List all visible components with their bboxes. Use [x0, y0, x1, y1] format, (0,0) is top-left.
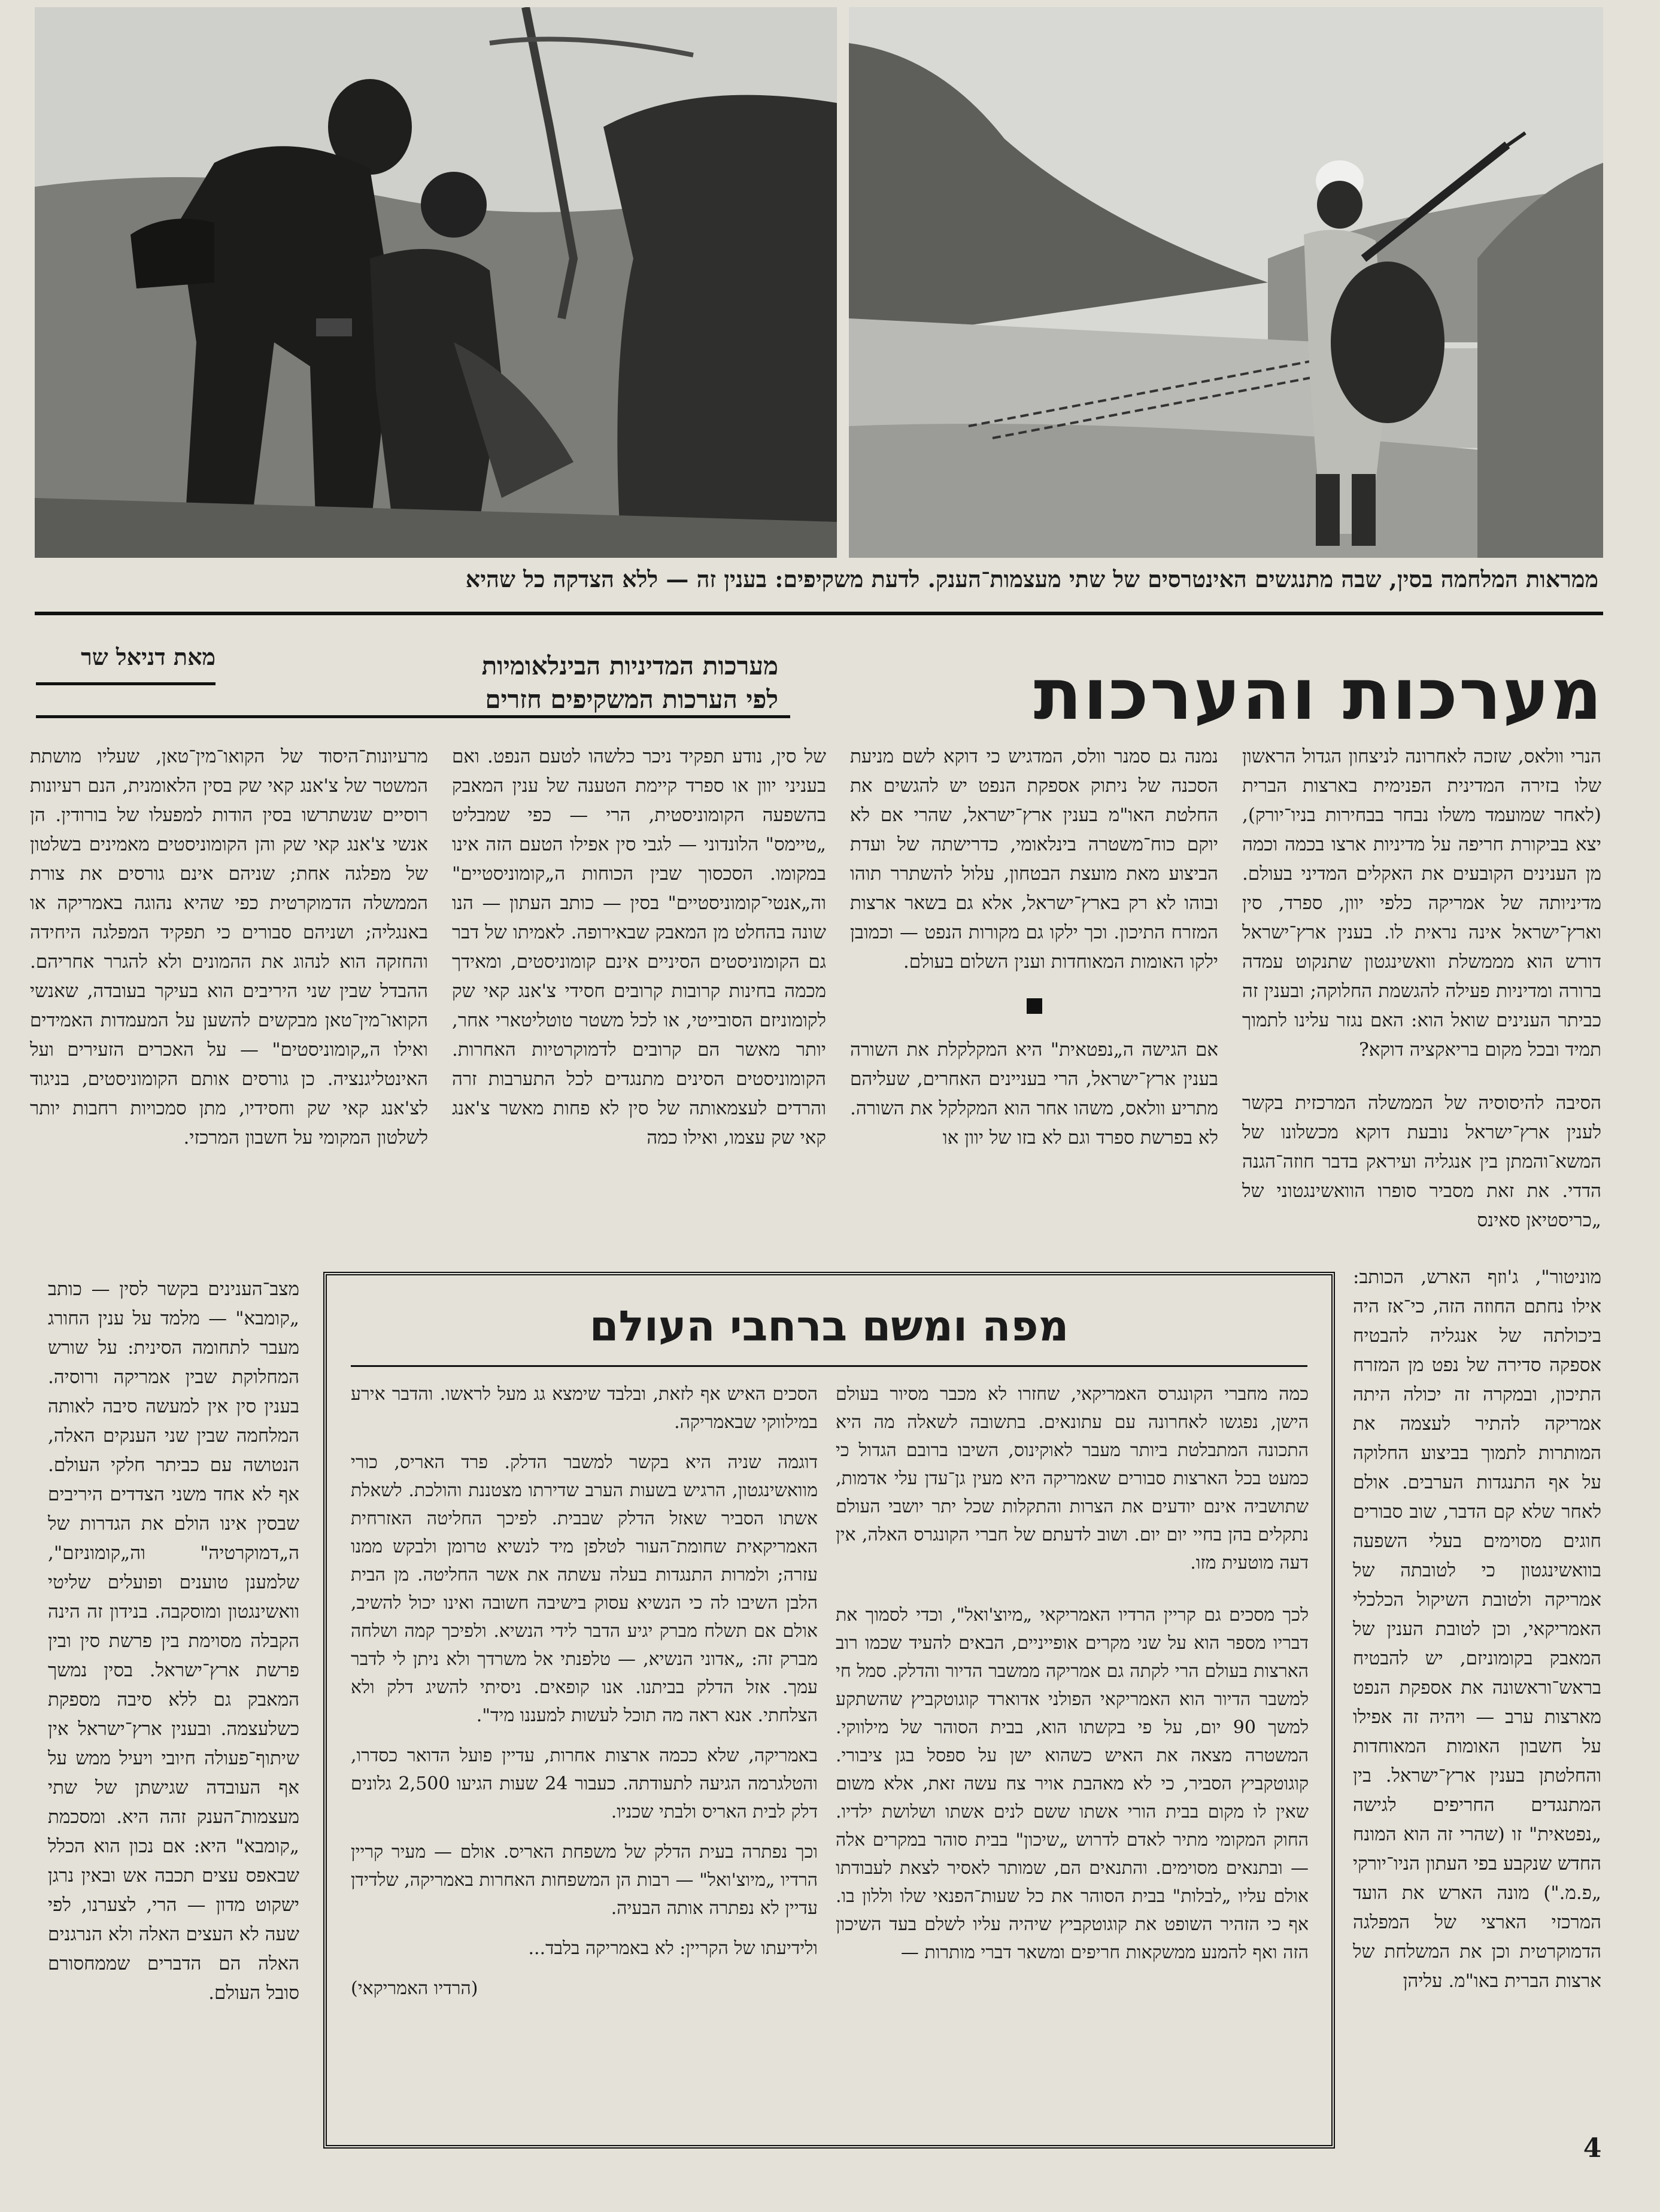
sidebar-left-paragraph-5: ולידיעתו של הקריין: לא באמריקה בלבד...: [528, 1938, 818, 1959]
article-column-4: [30, 742, 428, 1263]
subhead-rule: [36, 715, 790, 718]
column-1-paragraph-2: הסיבה להיסוסיה של הממשלה המרכזית בקשר לענין ארץ־ישראל נובעת דוקא מכשלונו של המשא־והמתן בין אנגליה ועיראק בדבר חוזה־הגנה הדדי. את זאת מסביר סופרו הוואשינגטוני של „כריסטיאן סאינס: [1242, 1092, 1601, 1231]
sidebar-credit: (הרדיו האמריקאי): [351, 1978, 478, 1999]
sidebar-left-paragraph-1: הסכים האיש אף לזאת, ובלבד שימצא גג מעל לראשו. והדבר אירע במילווקי שבאמריקה.: [351, 1384, 818, 1433]
sidebar-box-world-news: [323, 1272, 1335, 2149]
photo-caption: ממראות המלחמה בסין, שבה מתנגשים האינטרסים של שתי מעצמות־הענק. לדעת משקיפים: בענין זה — ללא הצדקה כל שהיא: [465, 566, 1598, 592]
column-1-continued-text: מוניטור", ג'וזף הארש, הכותב: אילו נחתם החוזה הזה, כי־אז היה ביכולתה של אנגליה להבטיח אספקה סדירה של נפט מן המזרח התיכון, ובמקרה זה יכולה היתה אמריקה להתיר לעצמה את המותרות לתמוך בביצוע החלוקה על אף התנגדות הערבים. אולם לאחר שלא קם הדבר, שוב סבורים חוגים מסוימים בעלי השפעה בוואשינגטון כי לטובתה של אמריקה ולטובת השיקול הכלכלי האמריקאי, וכן לטובת הענין של המאבק בקומוניזם, יש להבטיח בראש־וראשונה את אספקת הנפט מארצות ערב — ויהיה זה אפילו על חשבון האומות המאוחדות והחלטתן בענין ארץ־ישראל. בין המתנגדים החריפים לגישה „נפטאית" זו (שהרי זה הוא המונח החדש שנקבע בפי העתון הניו־יורקי „פ.מ.") מונה הארש את הועד המרכזי הארצי של המפלגה הדמוקרטית וכן את המשלחת של ארצות הברית באו"מ. עליהן: [1353, 1266, 1601, 1992]
section-divider-bullet: [1027, 998, 1042, 1014]
byline-rule: [36, 682, 216, 685]
article-column-1-continued: [1353, 1263, 1601, 2149]
article-byline: מאת דניאל שר: [81, 643, 216, 670]
article-subheadline: [359, 649, 778, 721]
column-4-text: מרעיונות־היסוד של הקואו־מין־טאן, שעליו מושתת המשטר של צ'אנג קאי שק בסין הלאומנית, הנם רעיונות רוסיים שנשתרשו בסין הודות למפעלו של בורודין. הן אנשי צ'אנג קאי שק והן הקומוניסטים מאמינים בשלטון של מפלגה אחת; שניהם אינם גורסים את צורת הממשלה הדמוקרטית כפי שהיא נהוגה באמריקה או באנגליה; ושניהם סבורים כי תפקיד המפלגה היחידה והחזקה הוא לנהוג את ההמונים ולא להגרר אחריהם. ההבדל שבין שני היריבים הוא בעיקר בעובדה, שאנשי הקואו־מין־טאן מבקשים להשען על המעמדות האמידים ואילו ה„קומוניסטים" — על האכרים הזעירים ועל האינטליגנציה. כן גורסים אותם הקומוניסטים, בניגוד לצ'אנג קאי שק וחסידיו, מתן סמכויות רחבות יותר לשלטון המקומי על חשבון המרכזי.: [30, 746, 428, 1148]
sidebar-box-right-column: [836, 1380, 1309, 2122]
sidebar-title-rule: [351, 1365, 1307, 1367]
column-2-paragraph-1: נמנה גם סמנר וולס, המדגיש כי דוקא לשם מניעת הסכנה של ניתוק אספקת הנפט יש להגשים את החלטת האו"מ בענין ארץ־ישראל, שהרי אם לא יוקם כוח־משטרה בינלאומי, כדרישתה של ועדת הביצוע מאת מועצת הבטחון, עלול להשתרר תוהו ובוהו לא רק בארץ־ישראל, אלא גם בשאר ארצות המזרח התיכון. וכך ילקו גם מקורות הנפט — וכמובן ילקו האומות המאוחדות וענין השלום בעולם.: [850, 746, 1218, 973]
sidebar-box-left-column: [351, 1380, 818, 2122]
sidebar-box-title: מפה ומשם ברחבי העולם: [589, 1302, 1069, 1351]
page-number: 4: [1583, 2133, 1602, 2164]
article-column-1: [1242, 742, 1601, 1263]
subheadline-line-2: לפי הערכות המשקיפים חזרים: [485, 685, 778, 714]
column-5-text: מצב־הענינים בקשר לסין — כותב „קומבא" — מלמד על ענין החורג מעבר לתחומה הסינית: על שורש המחלוקת שבין אמריקה ורוסיה. בענין סין אין למעשה סיבה לאותה המלחמה שבין שני הענקים האלה, הנטושה עם כביתר חלקי העולם. אף לא אחד משני הצדדים היריבים שבסין אינו הולם את הגדרות של ה„דמוקרטיה" וה„קומוניזם", שלמענן טוענים ופועלים שליטי וואשינגטון ומוסקבה. בנידון זה הינה הקבלה מסוימת בין פרשת סין ובין פרשת ארץ־ישראל. בסין נמשך המאבק גם ללא סיבה מספקת כשלעצמה. ובענין ארץ־ישראל אין שיתוף־פעולה חיובי ויעיל ממש על אף העובדה שגישתן של שתי מעצמות־הענק זהה היא. ומסכמת „קומבא" היא: אם נכון הוא הכלל שבאפס עצים תכבה אש ובאין נרגן ישקוט מדון — הרי, לצערנו, לפי שעה לא העצים האלה ולא הנרגנים האלה הם הדברים שממחסורם סובל העולם.: [48, 1278, 299, 2004]
column-3-text: של סין, נודע תפקיד ניכר כלשהו לטעם הנפט. ואם בעניני יוון או ספרד קיימת הטענה של ענין המאבק בהשפעה הקומוניסטית, הרי — כפי שמבליט „טיימס" הלונדוני — לגבי סין אפילו הטעם הזה אינו במקומו. הסכסוך שבין הכוחות ה„קומוניסטיים" וה„אנטי־קומוניסטיים" בסין — כותב העתון — הנו שונה בהחלט מן המאבק שבאירופה. לאמיתו של דבר גם הקומוניסטים הסיניים אינם קומוניסטים, ומאידך מכמה בחינות קרובות קרובים חסידי צ'אנג קאי שק לקומוניזם הסובייטי, או לכל משטר טוטליטארי אחר, יותר מאשר הם קרובים לדמוקרטיות האחרות. הקומוניסטים הסינים מתנגדים לכל התערבות זרה והרדים לעצמאותה של סין לא פחות מאשר צ'אנג קאי שק עצמו, ואילו כמה: [452, 746, 826, 1148]
column-2-paragraph-2: אם הגישה ה„נפטאית" היא המקלקלת את השורה בענין ארץ־ישראל, הרי בעניינים האחרים, שעליהם מתריע וולאס, משהו אחר הוא המקלקל את השורה. לא בפרשת ספרד וגם לא בזו של יוון או: [850, 1039, 1218, 1148]
sidebar-right-paragraph-1: כמה מחברי הקונגרס האמריקאי, שחזרו לא מכבר מסיור בעולם הישן, נפגשו לאחרונה עם עתונאים. בתשובה לשאלה מה היא התכונה המתבלטת ביותר מעבר לאוקינוס, השיבו ברובם הגדול כי כמעט בכל הארצות סבורים שאמריקה היא מעין גן־עדן עלי אדמות, שתושביה אינם יודעים את הצרות והתקלות שכל יתר יושבי העולם נתקלים בהן בחיי יום יום. ושוב לדעתם של חברי הקונגרס האלה, אין דעה מוטעית מזו.: [836, 1384, 1309, 1573]
article-column-2: [850, 742, 1218, 1263]
sidebar-right-paragraph-2: לכך מסכים גם קריין הרדיו האמריקאי „מיוצ'ואל", וכדי לסמוך את דבריו מספר הוא על שני מקרים אופייניים, הבאים להעיד שכמו רוב הארצות בעולם הרי לקתה גם אמריקה ממשבר הדיור והדלק. סמל חי למשבר הדיור הוא האמריקאי הפולני אדוארד קוגוטקביץ שהשתקע למשך 90 יום, על פי בקשתו הוא, בבית הסוהר של מילווקי. המשטרה מצאה את האיש כשהוא ישן על ספסל בגן ציבורי. קוגוטקביץ הסביר, כי לא מאהבת אויר צח עשה זאת, אלא משום שאין לו מקום בבית הורי אשתו ששם לנים אשתו ושלושת ילדיו. החוק המקומי מתיר לאדם לדרוש „שיכון" בבית סוהר במקרים אלה — ובתנאים מסוימים. והתנאים הם, שמותר לאסיר לצאת לעבודתו אולם עליו „לבלות" בבית הסוהר את כל שעות־הפנאי שלו וללון בו. אף כי הזהיר השופט את קוגוטקביץ שיהיה עליו לשלם בעד השיכון הזה ואף להמנע ממשקאות חריפים ומשאר דברי מותרות —: [836, 1605, 1309, 1963]
article-headline: מערכות והערכות: [1033, 653, 1603, 736]
article-column-3: [452, 742, 826, 1263]
sidebar-left-paragraph-3: באמריקה, שלא ככמה ארצות אחרות, עדיין פועל הדואר כסדרו, והטלגרמה הגיעה לתעודתה. כעבור 24 שעות הגיעו 2,500 גלונים דלק לבית האריס ולבתי שכניו.: [351, 1745, 818, 1822]
photo-soldier-river: [849, 7, 1603, 558]
column-1-paragraph-1: הנרי וולאס, שזכה לאחרונה לניצחון הגדול הראשון שלו בזירה המדינית הפנימית בארצות הברית (לאחר שמועמד משלו נבחר בבחירות בניו־יורק), יצא בביקורת חריפה על מדיניות ארצו בכמה וכמה מן הענינים הקובעים את האקלים המדיני בעולם. מדיניותה של אמריקה כלפי יוון, ספרד, סין וארץ־ישראל אינה נראית לו. בענין ארץ־ישראל דורש הוא מממשלת וואשינגטון שתנקוט עמדה ברורה ומדיניות פעילה להגשמת החלוקה; ובענין זה כביתר הענינים שואל הוא: האם נגזר עלינו לתמוך תמיד ובכל מקום בריאקציה דוקא?: [1242, 746, 1601, 1061]
sidebar-left-paragraph-4: וכך נפתרה בעית הדלק של משפחת האריס. אולם — מעיר קריין הרדיו „מיוצ'ואל" — רבות הן המשפחות האחרות באמריקה, שלדידן עדיין לא נפתרה אותה הבעיה.: [351, 1842, 818, 1919]
article-column-5: [48, 1275, 299, 2155]
top-divider: [35, 612, 1603, 615]
sidebar-left-paragraph-2: דוגמה שניה היא בקשר למשבר הדלק. פרד האריס, כורי מוואשינגטון, הרגיש בשעות הערב שדירתו מצטננת והולכת. לשאלת אשתו הסביר שאזל הדלק שבבית. לפיכך החליטה האזרחית האמריקאית שחומת־העור לטלפן מיד לנשיא טרומן ולבקש ממנו עזרה; ולמרות התנגדות בעלה עשתה את אשר החליטה. מן הבית הלבן השיבו לה כי הנשיא עסוק בישיבה חשובה ואינו יכול להשיב, אולם אם תשלח מברק יגיע הדבר לידי הנשיא. ולפיכך קמה ושלחה מברק זה: „אדוני הנשיא, — טלפנתי אל משרדך ולא ניתן לי לדבר עמך. אזל הדלק בביתנו. אנו קופאים. ניסיתי להשיג דלק ולא הצלחתי. אנא ראה מה תוכל לעשות למעננו מיד".: [351, 1452, 818, 1726]
subheadline-line-1: מערכות המדיניות הבינלאומיות: [481, 651, 778, 680]
photo-soldiers-hillside: [35, 7, 837, 558]
